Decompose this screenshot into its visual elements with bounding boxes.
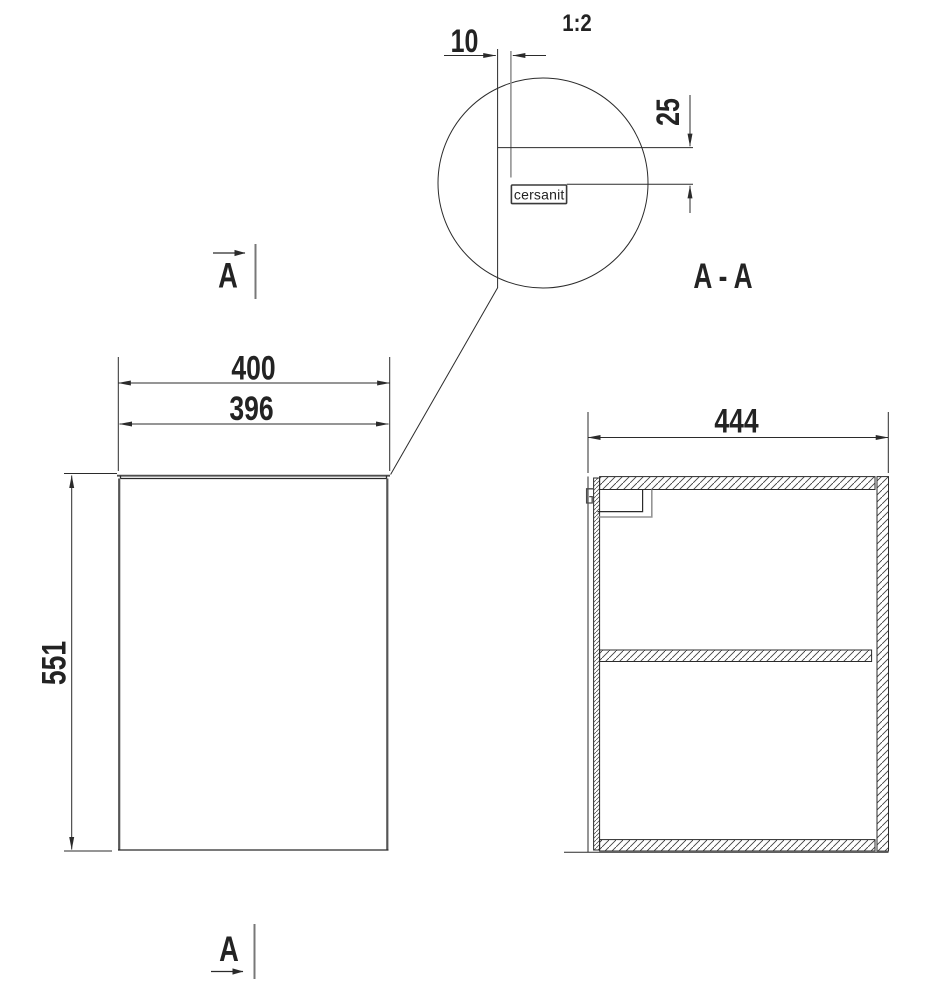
door-panel-section <box>594 478 600 850</box>
section-marker-top <box>213 244 256 299</box>
shelf-section <box>600 650 872 662</box>
detail-leader-line <box>391 288 498 475</box>
front-view <box>35 349 390 851</box>
dimension-door-width <box>120 390 389 428</box>
dimension-label-444: 444 <box>714 402 759 441</box>
section-marker-label: A <box>218 256 238 296</box>
dimension-label-10: 10 <box>450 24 479 60</box>
dimension-depth <box>588 402 888 473</box>
side-panel-section <box>877 477 889 851</box>
brand-logo <box>511 185 566 204</box>
dimension-label-25: 25 <box>651 98 687 126</box>
dimension-height <box>35 474 117 852</box>
logo-text: cersanit <box>513 186 565 203</box>
bottom-panel-section <box>600 840 875 851</box>
section-view <box>564 256 889 852</box>
detail-scale-label: 1:2 <box>562 9 592 37</box>
section-marker-label: A <box>219 929 239 969</box>
detail-circle <box>438 78 648 288</box>
rail-profile-outer <box>598 490 652 518</box>
dimension-detail-offset <box>651 95 690 213</box>
rail-profile-inner <box>598 490 643 512</box>
top-panel-section <box>600 477 875 490</box>
dimension-label-400: 400 <box>231 349 276 388</box>
section-view-title: A - A <box>693 256 753 296</box>
dimension-detail-gap <box>444 24 546 60</box>
detail-view <box>391 9 693 474</box>
dimension-label-551: 551 <box>35 640 74 686</box>
section-marker-bottom <box>211 924 255 979</box>
dimension-label-396: 396 <box>229 389 274 428</box>
